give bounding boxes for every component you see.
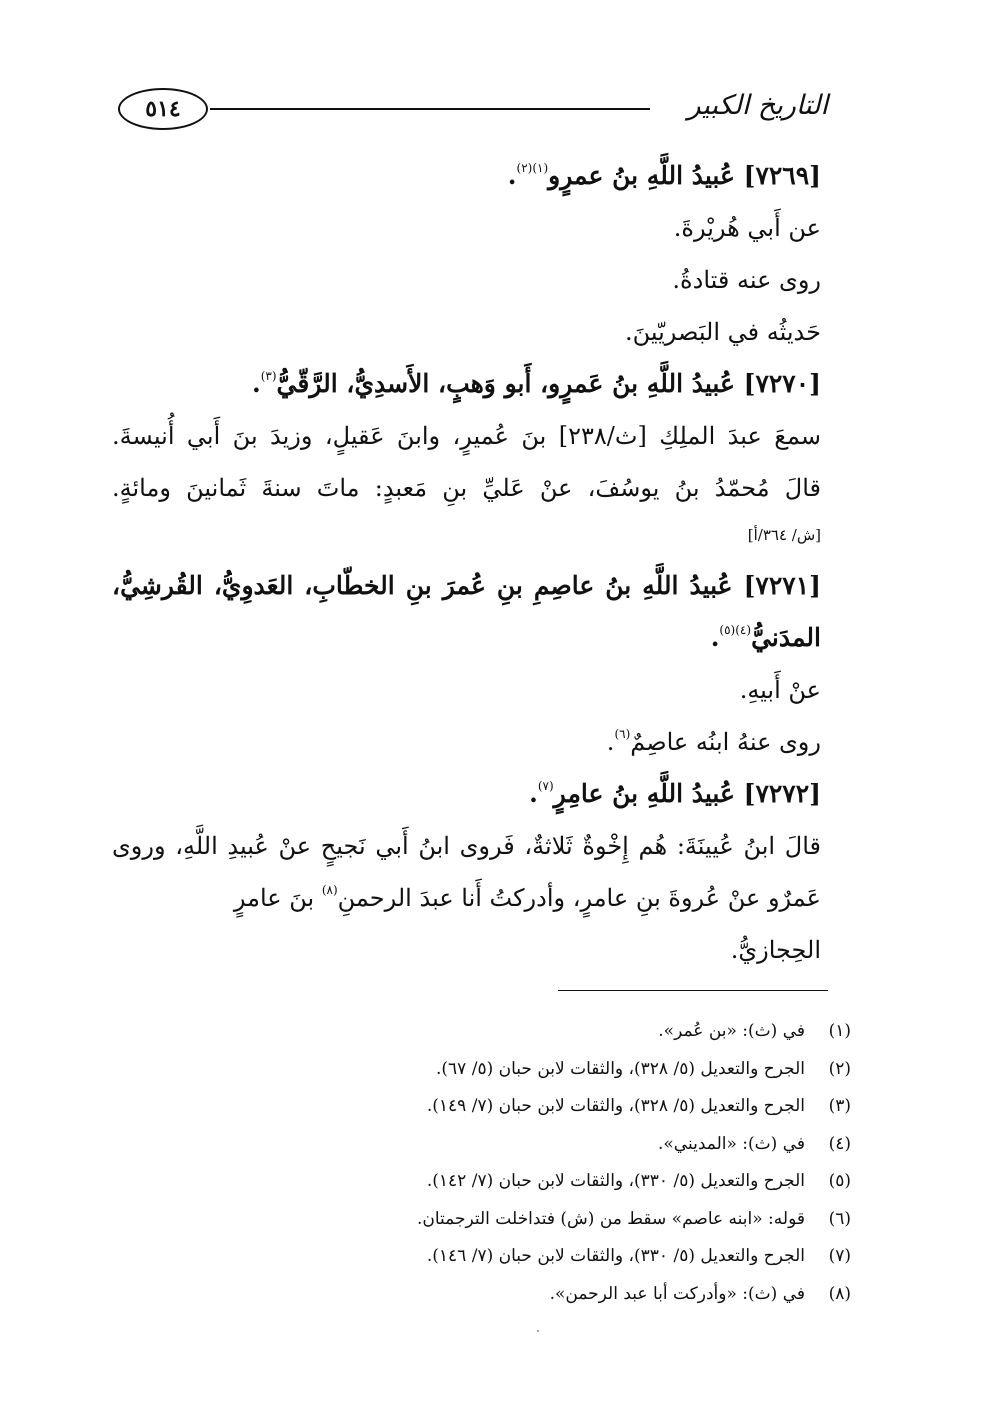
footnote-ref: (٨): [321, 883, 338, 897]
entry-end: .: [710, 623, 720, 652]
footnote-number: (٣): [828, 1096, 851, 1116]
footnote-text: قوله: «ابنه عاصم» سقط من (ش) فتداخلت الترجمتان.: [416, 1208, 805, 1229]
footnote-ref: (٧): [537, 779, 554, 793]
footnote-ref: (٤)(٥): [719, 623, 752, 637]
page-speck: [537, 1330, 539, 1332]
text-line: قالَ مُحمّدُ بنُ يوسُفَ، عنْ عَليِّ بنِ مَعبدٍ: ماتَ سنةَ ثَمانينَ ومائةٍ.: [112, 474, 821, 502]
footnote: [200, 1276, 851, 1314]
text-line: قالَ ابنُ عُيينَةَ: هُم إِخْوةٌ ثَلاثةٌ، فَروى ابنُ أَبي نَجيحٍ عنْ عُبيدِ اللَّهِ، وروى: [112, 832, 821, 860]
footnote-number: (١): [828, 1021, 851, 1041]
page-number: ٥١٤: [118, 88, 208, 130]
footnote-ref: (١)(٢): [516, 161, 549, 175]
entry-heading-7270: [112, 358, 821, 410]
entry-heading-7269: [112, 150, 821, 202]
text-line: عن أَبي هُريْرةَ.: [673, 214, 821, 242]
main-text: [112, 150, 821, 976]
book-title: التاريخ الكبير: [687, 90, 828, 121]
text-line: [112, 716, 821, 768]
entry-name: عُبيدُ اللَّهِ بنُ عامِرٍ: [553, 779, 735, 808]
text-line: عنْ أَبيهِ.: [739, 676, 821, 704]
entry-number: [٧٢٧٢]: [743, 779, 821, 808]
footnote-text: الجرح والتعديل (٥/ ٣٢٨)، والثقات لابن حبان (٥/ ٦٧).: [436, 1058, 805, 1079]
entry-name: عُبيدُ اللَّهِ بنُ عمرٍو: [548, 161, 735, 190]
text-line: روى عنه قتادةُ.: [672, 266, 821, 294]
entry-name: عُبيدُ اللَّهِ بنُ عاصِمِ بنِ عُمرَ بنِ الخطّابِ، العَدوِيُّ، القُرشِيُّ،: [112, 571, 733, 600]
footnote: [200, 1126, 851, 1164]
line-end: بنَ عامرٍ: [233, 884, 322, 912]
entry-number: [٧٢٧٠]: [743, 369, 821, 398]
footnote-text: الجرح والتعديل (٥/ ٣٣٠)، والثقات لابن حبان (٧/ ١٤٦).: [426, 1246, 805, 1266]
footnote-ref: (٦): [614, 727, 631, 741]
footnote-text: الجرح والتعديل (٥/ ٣٣٠)، والثقات لابن حبان (٧/ ١٤٢).: [426, 1171, 805, 1191]
footnote: [200, 1051, 851, 1089]
entry-end: .: [251, 369, 261, 398]
entry-end: .: [529, 779, 538, 808]
entry-end: .: [507, 161, 517, 190]
footnotes: [200, 1013, 851, 1313]
line-text: عَمرٌو عنْ عُروةَ بنِ عامرٍ، وأدركتُ أَنا عبدَ الرحمنِ: [337, 884, 821, 912]
footnote-number: (٥): [828, 1171, 851, 1191]
footnote-text: في (ث): «وأدركت أبا عبد الرحمن».: [549, 1283, 805, 1304]
entry-number: [٧٢٦٩]: [743, 161, 821, 190]
line-text: روى عنهُ ابنُه عاصِمٌ: [630, 728, 821, 756]
footnote-separator: [558, 990, 828, 991]
page-header: [110, 88, 828, 132]
line-end: .: [606, 728, 615, 756]
footnote-number: (٦): [828, 1208, 851, 1229]
text-line: سمعَ عبدَ الملِكِ [ث/٢٣٨] بنَ عُميرٍ، وابنَ عَقيلٍ، وزيدَ بنَ أَبي أُنيسةَ.: [112, 422, 821, 450]
footnote: [200, 1238, 851, 1276]
text-line: [112, 872, 821, 924]
footnote-text: في (ث): «بن عُمر».: [658, 1021, 805, 1041]
entry-name: المدَنيُّ: [751, 623, 821, 652]
entry-name: عُبيدُ اللَّهِ بنُ عَمرٍو، أَبو وَهبٍ، الأَسدِيُّ، الرَّقّيُّ: [276, 369, 735, 398]
footnote-text: الجرح والتعديل (٥/ ٣٢٨)، والثقات لابن حبان (٧/ ١٤٩).: [426, 1096, 805, 1116]
entry-heading-continued: [112, 612, 821, 664]
footnote: [200, 1201, 851, 1239]
footnote-number: (٨): [828, 1283, 851, 1304]
footnote-ref: (٣): [260, 369, 277, 383]
entry-heading-7271: [112, 560, 821, 612]
entry-heading-7272: [112, 768, 821, 820]
footnote-text: في (ث): «المديني».: [658, 1133, 805, 1154]
footnote-number: (٤): [828, 1133, 851, 1154]
folio-marker: [ش/ ٣٦٤/أ]: [747, 526, 821, 544]
footnote: [200, 1163, 851, 1201]
entry-number: [٧٢٧١]: [743, 571, 821, 600]
text-line: الحِجازيُّ.: [730, 936, 821, 964]
footnote: [200, 1088, 851, 1126]
text-line: حَديثُه في البَصريّينَ.: [624, 318, 821, 346]
footnote: [200, 1013, 851, 1051]
footnote-number: (٧): [828, 1246, 851, 1266]
header-rule: [210, 108, 650, 110]
footnote-number: (٢): [828, 1058, 851, 1079]
